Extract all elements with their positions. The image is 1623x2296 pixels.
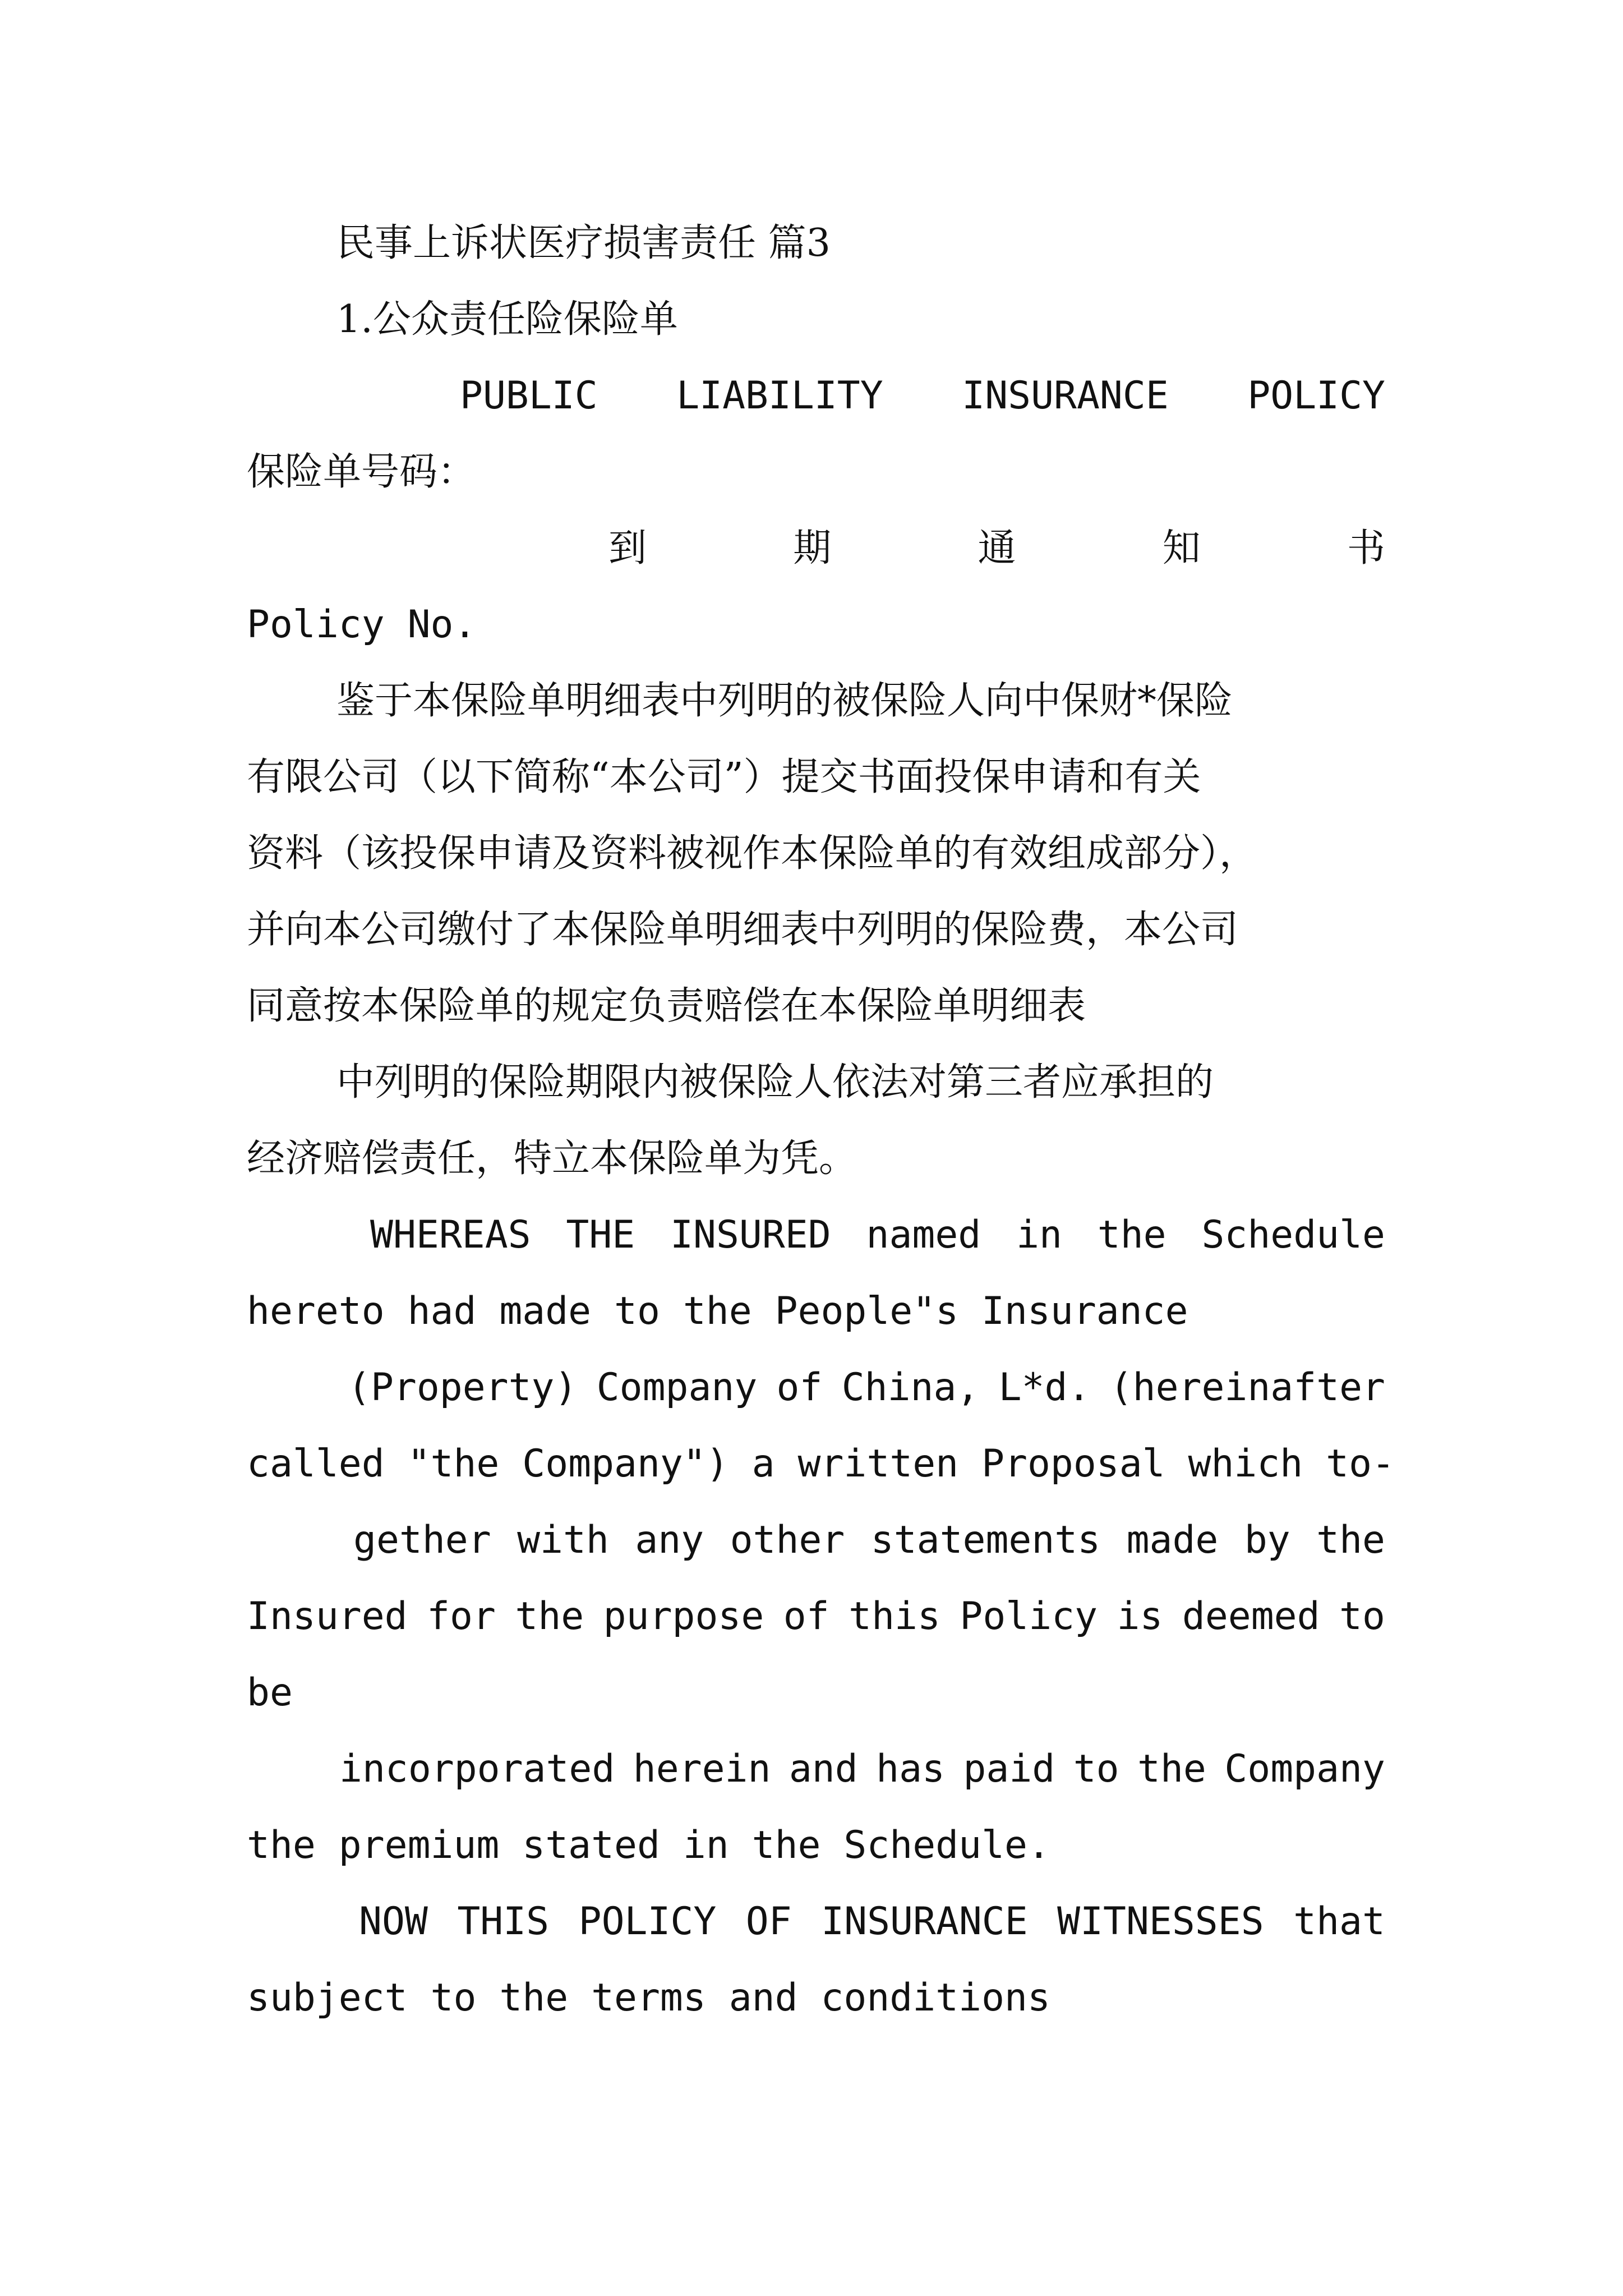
word: of	[776, 1365, 823, 1410]
word: made	[1126, 1518, 1219, 1562]
text-line: called "the Company") a written Proposal which to-	[247, 1442, 1395, 1486]
word: in	[1016, 1213, 1062, 1257]
text-line: subject to the terms and conditions	[247, 1976, 1050, 2020]
word: Company	[596, 1365, 758, 1410]
word: Schedule	[1201, 1213, 1385, 1257]
word: WHEREAS	[370, 1213, 531, 1257]
word: China,	[841, 1365, 980, 1410]
policy-number-label-cn: 保险单号码：	[247, 450, 476, 494]
text-line: the premium stated in the Schedule.	[247, 1823, 1050, 1867]
text-line: 中列明的保险期限内被保险人依法对第三者应承担的	[336, 1060, 1214, 1105]
word: THE	[566, 1213, 635, 1257]
text-line: 同意按本保险单的规定负责赔偿在本保险单明细表	[247, 984, 1086, 1028]
expiry-notice-char: 期	[793, 526, 832, 570]
text-line: 有限公司（以下简称“本公司”）提交书面投保申请和有关	[247, 755, 1201, 799]
text-line	[339, 1731, 1385, 1807]
text-line: 并向本公司缴付了本保险单明细表中列明的保险费，本公司	[247, 908, 1239, 952]
word: this	[849, 1594, 940, 1639]
word: (hereinafter	[1109, 1365, 1385, 1410]
word: the	[1316, 1518, 1385, 1562]
document-heading: 民事上诉状医疗损害责任 篇3	[336, 221, 831, 265]
expiry-notice-char: 到	[608, 526, 647, 570]
word: with	[517, 1518, 609, 1562]
word: INSURANCE	[821, 1899, 1028, 1944]
word: named	[866, 1213, 981, 1257]
word: to	[1339, 1594, 1385, 1639]
word: that	[1293, 1899, 1385, 1944]
word: the	[515, 1594, 584, 1639]
word: by	[1244, 1518, 1290, 1562]
section-title: 1.公众责任险保险单	[336, 297, 678, 342]
text-line	[353, 1502, 1385, 1579]
policy-title-word: POLICY	[1247, 374, 1385, 418]
policy-title-word: LIABILITY	[676, 374, 883, 418]
word: for	[427, 1594, 496, 1639]
word: the	[1097, 1213, 1166, 1257]
expiry-notice	[608, 510, 1385, 587]
text-line: 鉴于本保险单明细表中列明的被保险人向中保财*保险	[336, 679, 1233, 723]
word: L*d.	[998, 1365, 1091, 1410]
word: INSURED	[670, 1213, 831, 1257]
text-line: be	[247, 1671, 293, 1715]
policy-title-word: PUBLIC	[460, 374, 598, 418]
text-line: 资料（该投保申请及资料被视作本保险单的有效组成部分），	[247, 831, 1258, 876]
word: incorporated	[339, 1747, 615, 1791]
text-line: hereto had made to the People"s Insurance	[247, 1289, 1188, 1333]
policy-title	[460, 358, 1385, 434]
word: POLICY	[578, 1899, 717, 1944]
word: has	[876, 1747, 945, 1791]
word: NOW	[359, 1899, 428, 1944]
word: herein	[633, 1747, 771, 1791]
word: the	[1137, 1747, 1206, 1791]
word: OF	[745, 1899, 792, 1944]
text-line	[348, 1350, 1385, 1426]
word: other	[730, 1518, 845, 1562]
expiry-notice-char: 书	[1347, 526, 1385, 570]
word: of	[783, 1594, 829, 1639]
word: deemed	[1182, 1594, 1320, 1639]
word: gether	[353, 1518, 491, 1562]
word: THIS	[457, 1899, 550, 1944]
word: Policy	[960, 1594, 1098, 1639]
word: and	[789, 1747, 858, 1791]
word: (Property)	[348, 1365, 578, 1410]
word: to	[1073, 1747, 1119, 1791]
expiry-notice-char: 通	[978, 526, 1016, 570]
text-line: 经济赔偿责任，特立本保险单为凭。	[247, 1137, 857, 1181]
word: paid	[963, 1747, 1055, 1791]
word: any	[635, 1518, 704, 1562]
word: purpose	[603, 1594, 764, 1639]
word: WITNESSES	[1057, 1899, 1264, 1944]
word: Company	[1224, 1747, 1385, 1791]
policy-title-word: INSURANCE	[962, 374, 1169, 418]
expiry-notice-char: 知	[1162, 526, 1201, 570]
word: Insured	[247, 1594, 408, 1639]
text-line	[370, 1197, 1385, 1273]
word: is	[1117, 1594, 1163, 1639]
text-line	[359, 1884, 1385, 1960]
text-line	[247, 1579, 1385, 1655]
policy-number-label-en: Policy No.	[247, 602, 477, 647]
word: statements	[870, 1518, 1101, 1562]
